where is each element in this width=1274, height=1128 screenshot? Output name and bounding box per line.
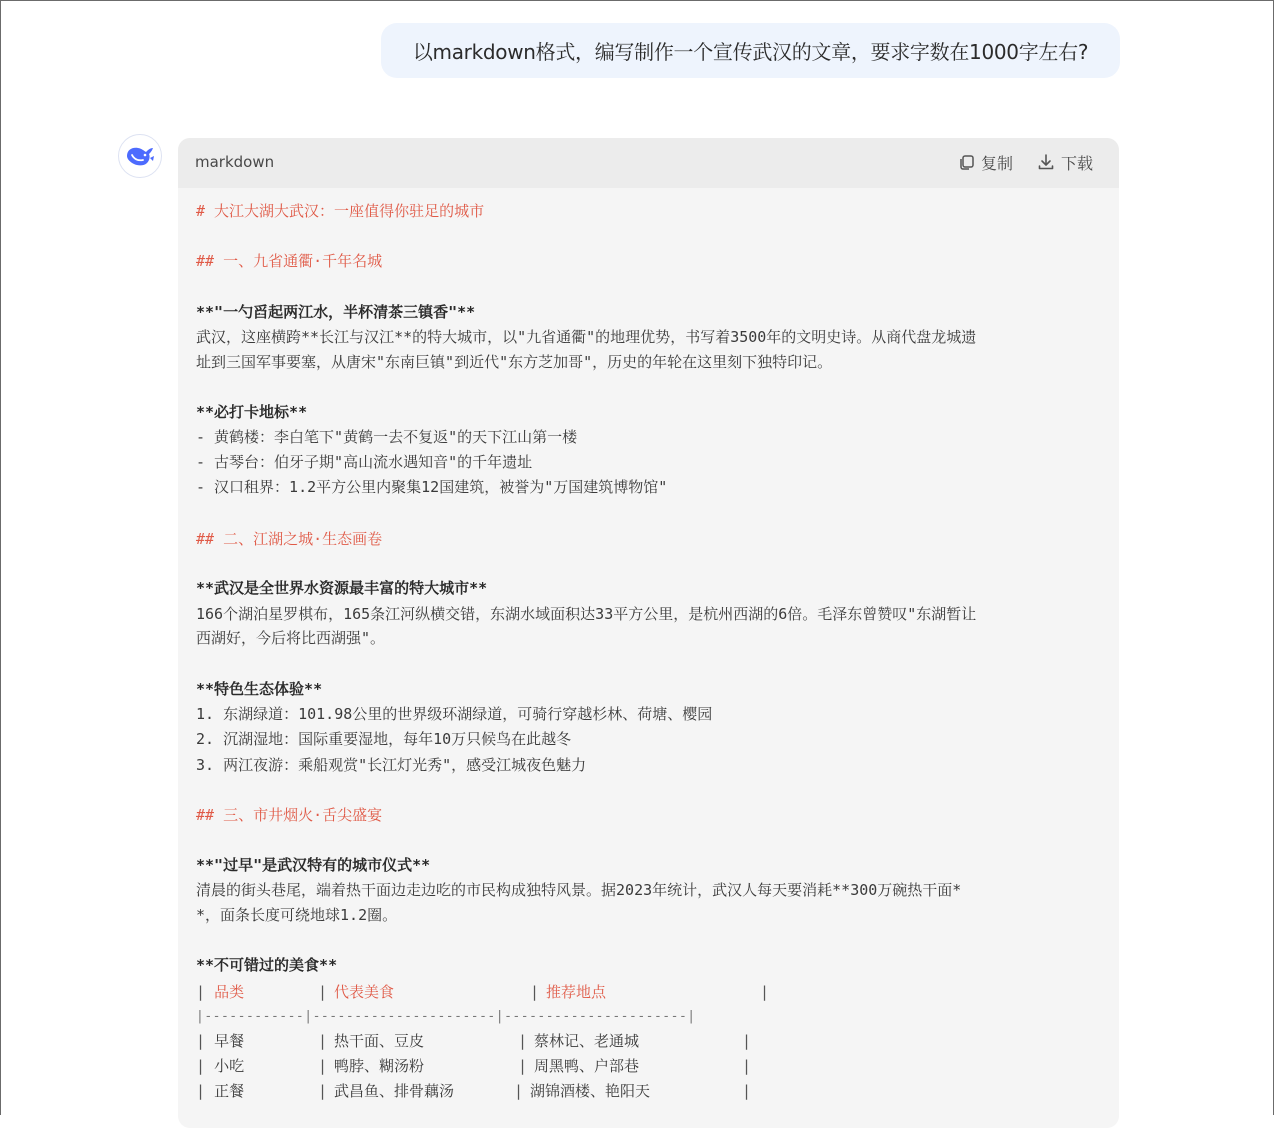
markdown-bold-line: **"一勺舀起两江水，半杯清茶三镇香"** (196, 303, 476, 321)
table-cell: 早餐 (214, 1032, 245, 1050)
table-cell: 周黑鸭、户部巷 (534, 1057, 640, 1075)
copy-label: 复制 (981, 153, 1014, 173)
user-message-bubble (381, 23, 1120, 78)
markdown-h1-line: # 大江大湖大武汉：一座值得你驻足的城市 (196, 202, 485, 220)
markdown-h2-line: ## 一、九省通衢·千年名城 (196, 252, 383, 270)
markdown-bold-line: **特色生态体验** (196, 680, 323, 698)
table-cell: 正餐 (214, 1082, 245, 1100)
markdown-list-item: - 汉口租界：1.2平方公里内聚集12国建筑，被誉为"万国建筑博物馆" (196, 478, 668, 496)
markdown-ordered-item: 3. 两江夜游：乘船观赏"长江灯光秀"，感受江城夜色魅力 (196, 756, 587, 774)
table-header-cell: 品类 (214, 983, 245, 1001)
markdown-text-line: 西湖好，今后将比西湖强"。 (196, 629, 386, 647)
code-language-label: markdown (195, 153, 275, 171)
table-header-cell: 代表美食 (334, 983, 395, 1001)
markdown-text-line: *，面条长度可绕地球1.2圈。 (196, 906, 398, 924)
markdown-text-line: 址到三国军事要塞，从唐宋"东南巨镇"到近代"东方芝加哥"，历史的年轮在这里刻下独特印记。 (196, 353, 833, 371)
assistant-avatar (118, 134, 162, 178)
table-row: | 正餐 | 武昌鱼、排骨藕汤 | 湖锦酒楼、艳阳天 | (196, 1082, 752, 1100)
table-cell: 鸭脖、糊汤粉 (334, 1057, 425, 1075)
code-block-header (178, 138, 1119, 188)
table-cell: 热干面、豆皮 (334, 1032, 425, 1050)
table-cell: 小吃 (214, 1057, 245, 1075)
table-cell: 湖锦酒楼、艳阳天 (530, 1082, 651, 1100)
markdown-ordered-item: 1. 东湖绿道：101.98公里的世界级环湖绿道，可骑行穿越杉林、荷塘、樱园 (196, 705, 713, 723)
markdown-table-separator: |------------|----------------------|----------------------| (196, 1009, 696, 1024)
markdown-text-line: 清晨的街头巷尾，端着热干面边走边吃的市民构成独特风景。据2023年统计，武汉人每天要消耗**300万碗热干面* (196, 881, 962, 899)
markdown-bold-line: **不可错过的美食** (196, 956, 338, 974)
markdown-bold-line: **武汉是全世界水资源最丰富的特大城市** (196, 579, 488, 597)
table-row: | 早餐 | 热干面、豆皮 | 蔡林记、老通城 | (196, 1032, 752, 1050)
table-cell: 武昌鱼、排骨藕汤 (334, 1082, 455, 1100)
markdown-bold-line: **"过早"是武汉特有的城市仪式** (196, 856, 431, 874)
markdown-list-item: - 黄鹤楼：李白笔下"黄鹤一去不复返"的天下江山第一楼 (196, 428, 578, 446)
markdown-bold-line: **必打卡地标** (196, 403, 308, 421)
download-icon (1037, 153, 1055, 171)
deepseek-whale-logo-icon (125, 144, 155, 168)
download-label: 下载 (1061, 153, 1094, 173)
markdown-table-header-row: | 品类 | 代表美食 | 推荐地点 | (196, 983, 770, 1001)
markdown-code-block (178, 138, 1119, 1128)
markdown-h2-line: ## 二、江湖之城·生态画卷 (196, 530, 383, 548)
table-header-cell: 推荐地点 (546, 983, 607, 1001)
table-cell: 蔡林记、老通城 (534, 1032, 640, 1050)
user-message-text: 以markdown格式，编写制作一个宣传武汉的文章，要求字数在1000字左右? (412, 40, 1089, 64)
markdown-text-line: 166个湖泊星罗棋布，165条江河纵横交错，东湖水域面积达33平方公里，是杭州西湖的6倍。毛泽东曾赞叹"东湖暂让 (196, 605, 977, 623)
table-row: | 小吃 | 鸭脖、糊汤粉 | 周黑鸭、户部巷 | (196, 1057, 752, 1075)
copy-icon (958, 154, 975, 171)
markdown-ordered-item: 2. 沉湖湿地：国际重要湿地，每年10万只候鸟在此越冬 (196, 730, 572, 748)
markdown-text-line: 武汉，这座横跨**长江与汉江**的特大城市，以"九省通衢"的地理优势，书写着3500年的文明史诗。从商代盘龙城遗 (196, 328, 977, 346)
download-button[interactable] (1037, 151, 1093, 173)
markdown-h2-line: ## 三、市井烟火·舌尖盛宴 (196, 806, 383, 824)
copy-button[interactable] (958, 151, 1013, 173)
markdown-list-item: - 古琴台：伯牙子期"高山流水遇知音"的千年遗址 (196, 453, 533, 471)
